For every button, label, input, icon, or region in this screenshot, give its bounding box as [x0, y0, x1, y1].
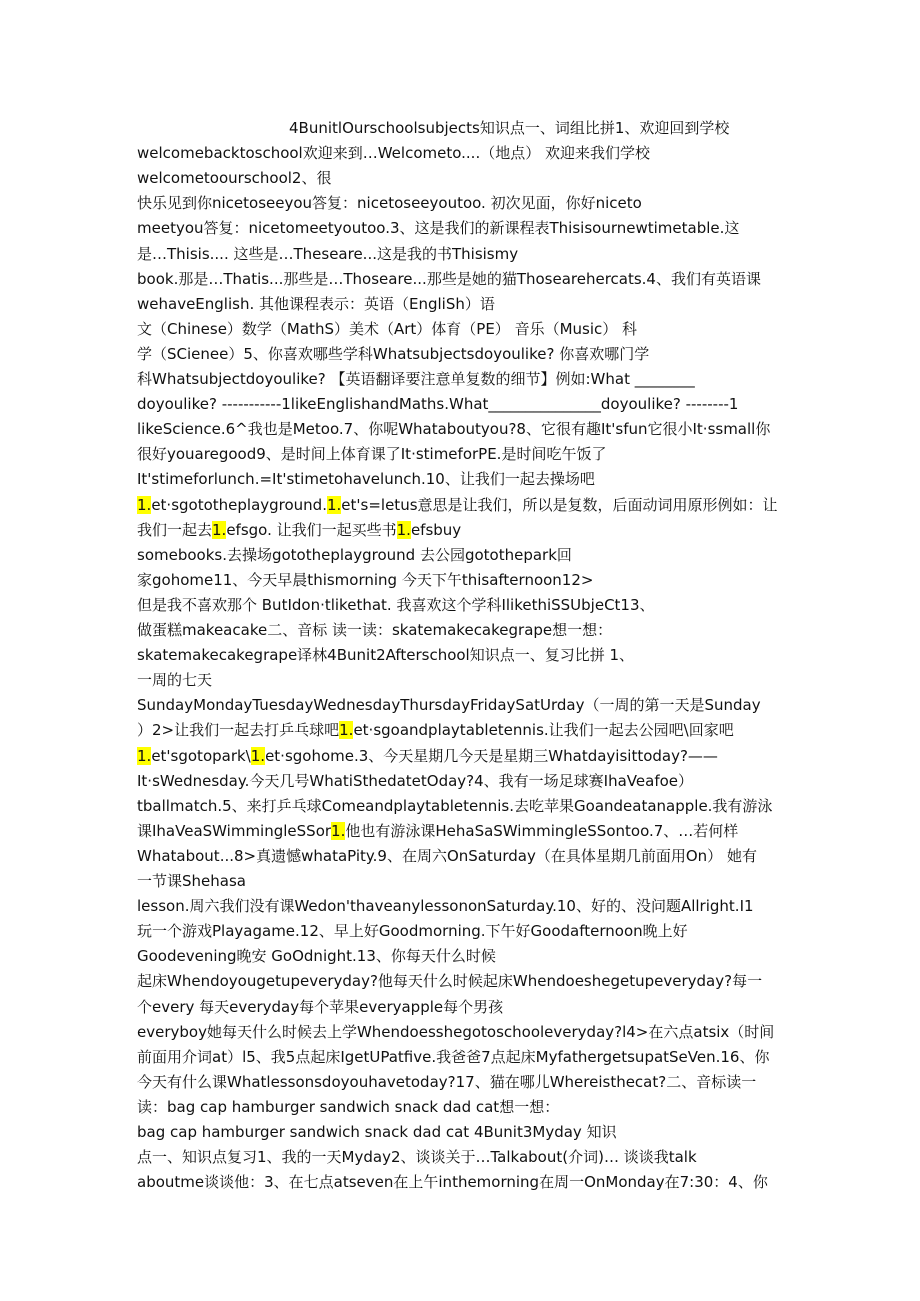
highlighted-text: 1. — [137, 746, 152, 765]
text-line — [137, 545, 572, 565]
text-segment: et'sgotopark\ — [151, 746, 251, 765]
text-line — [137, 771, 693, 791]
text-line — [137, 419, 770, 439]
highlighted-text: 1. — [212, 520, 227, 539]
text-line — [137, 1122, 617, 1142]
text-segment: et·sgohome.3、今天星期几今天是星期三Whatdayisittoday?—— — [265, 746, 718, 765]
text-segment: 学（SCienee）5、你喜欢哪些学科Whatsubjectsdoyoulike? 你喜欢哪门学 — [137, 344, 650, 363]
text-segment: 他也有游泳课HehaSaSWimmingleSSontoo.7、…若何样 — [345, 821, 739, 840]
text-line — [137, 846, 757, 866]
text-line — [137, 720, 734, 740]
text-segment: ）2>让我们一起去打乒乓球吧 — [137, 721, 340, 740]
text-line — [137, 244, 518, 264]
text-line — [137, 469, 595, 489]
text-segment: efsgo. 让我们一起买些书 — [226, 520, 397, 539]
text-segment: meetyou答复：nicetomeetyoutoo.3、这是我们的新课程表Thisisournewtimetable.这 — [137, 219, 740, 238]
text-segment: wehaveEnglish. 其他课程表示：英语（EngliSh）语 — [137, 294, 495, 313]
text-line — [137, 143, 650, 163]
text-segment: book.那是…Thatis...那些是…Thoseare...那些是她的猫Thosearehercats.4、我们有英语课 — [137, 269, 761, 288]
text-segment: It'stimeforlunch.=It'stimetohavelunch.10、让我们一起去操场吧 — [137, 470, 595, 489]
text-line — [137, 344, 649, 364]
text-segment: 快乐见到你nicetoseeyou答复：nicetoseeyoutoo. 初次见面，你好niceto — [137, 194, 642, 213]
highlighted-text: 1. — [396, 520, 411, 539]
text-line — [137, 1172, 768, 1192]
text-segment: likeScience.6^我也是Metoo.7、你呢Whataboutyou?8、它很有趣It'sfun它很小It·ssmall你 — [137, 420, 771, 439]
text-line — [137, 921, 688, 941]
text-segment: 科Whatsubjectdoyoulike? 【英语翻译要注意单复数的细节】例如:What ________ — [137, 370, 695, 388]
text-segment: 文（Chinese）数学（MathS）美术（Art）体育（PE） 音乐（Music） 科 — [137, 319, 638, 338]
text-segment: 家gohome11、今天早晨thismorning 今天下午thisafternoon12> — [137, 570, 594, 589]
text-line — [137, 896, 754, 916]
text-segment: 一周的七天 — [137, 671, 213, 690]
text-line — [137, 746, 718, 766]
text-segment: It·sWednesday.今天几号WhatiSthedatetOday?4、我有一场足球赛IhaVeafoe） — [137, 771, 694, 790]
text-segment: efsbuy — [410, 520, 462, 539]
text-segment: 读：bag cap hamburger sandwich snack dad cat想一想： — [137, 1097, 560, 1116]
text-line — [289, 118, 729, 138]
text-segment: 做蛋糕makeacake二、音标 读一读：skatemakecakegrape想一想： — [137, 621, 613, 639]
text-segment: tballmatch.5、来打乒乓球Comeandplaytabletennis.去吃苹果Goandeatanapple.我有游泳 — [137, 796, 773, 815]
text-segment: somebooks.去操场gototheplayground 去公园gotothepark回 — [137, 545, 572, 564]
text-segment: et's=letus意思是让我们，所以是复数，后面动词用原形例如：让 — [341, 495, 778, 514]
text-segment: 前面用介词at）l5、我5点起床IgetUPatfive.我爸爸7点起床MyfathergetsupatSeVen.16、你 — [137, 1047, 770, 1066]
text-segment: lesson.周六我们没有课Wedon'thaveanylessononSaturday.10、好的、没问题Allright.I1 — [137, 897, 754, 916]
text-line — [137, 1072, 756, 1092]
text-line — [137, 444, 606, 464]
text-segment: doyoulike? -----------1likeEnglishandMaths.What_______________doyoulike? --------1 — [137, 395, 739, 414]
text-segment: 个every 每天everyday每个苹果everyapple每个男孩 — [137, 997, 504, 1016]
highlighted-text: 1. — [137, 495, 152, 514]
text-line — [137, 796, 772, 816]
text-segment: et·sgoandplaytabletennis.让我们一起去公园吧\回家吧 — [353, 721, 734, 740]
text-segment: 点一、知识点复习1、我的一天Myday2、谈谈关于…Talkabout(介词)… 谈谈我talk — [137, 1148, 697, 1167]
text-line — [137, 193, 642, 213]
highlighted-text: 1. — [326, 495, 342, 514]
text-segment: 是…Thisis.... 这些是…Theseare...这是我的书Thisismy — [137, 244, 519, 263]
text-line — [137, 218, 739, 238]
highlighted-text: 1. — [331, 821, 346, 840]
text-line — [137, 997, 503, 1017]
text-line — [137, 1022, 774, 1042]
text-line — [137, 821, 738, 841]
text-segment: aboutme谈谈他：3、在七点atseven在上午inthemorning在周一OnMonday在7:30：4、你 — [137, 1173, 768, 1192]
text-segment: 起床Whendoyougetupeveryday?他每天什么时候起床Whendoeshegetupeveryday?每一 — [137, 972, 763, 991]
text-segment: bag cap hamburger sandwich snack dad cat 4Bunit3Myday 知识 — [137, 1123, 617, 1141]
text-line — [137, 269, 761, 289]
highlighted-text: 1. — [339, 721, 354, 740]
text-segment: 课IhaVeaSWimmingleSSor — [137, 821, 332, 840]
text-segment: everyboy她每天什么时候去上学Whendoesshegotoschooleveryday?l4>在六点atsix（时间 — [137, 1022, 775, 1041]
text-segment: 一节课Shehasa — [137, 872, 246, 890]
text-line — [137, 595, 655, 615]
text-line — [137, 394, 738, 414]
text-segment: 4BunitlOurschoolsubjects知识点一、词组比拼1、欢迎回到学校 — [289, 119, 730, 137]
text-segment: 今天有什么课Whatlessonsdoyouhavetoday?17、猫在哪儿Whereisthecat?二、音标读一 — [137, 1072, 757, 1091]
text-line — [137, 620, 612, 640]
text-line — [137, 570, 593, 590]
text-segment: SundayMondayTuesdayWednesdayThursdayFridaySatUrday（一周的第一天是Sunday — [137, 696, 761, 715]
text-line — [137, 946, 496, 966]
text-line — [137, 319, 637, 339]
text-line — [137, 1047, 769, 1067]
text-line — [137, 670, 212, 690]
text-line — [137, 871, 246, 891]
text-line — [137, 645, 634, 665]
text-segment: Whatabout...8>真遗憾whataPity.9、在周六OnSaturday（在具体星期几前面用On） 她有 — [137, 846, 757, 865]
highlighted-text: 1. — [250, 746, 266, 765]
text-line — [137, 1097, 559, 1117]
text-line — [137, 520, 461, 540]
text-segment: welcometoourschool2、很 — [137, 169, 332, 188]
text-line — [137, 971, 762, 991]
text-line — [137, 695, 761, 715]
text-segment: 很好youaregood9、是时间上体育课了It·stimeforPE.是时间吃午饭了 — [137, 445, 607, 464]
text-segment: 但是我不喜欢那个 ButIdon·tlikethat. 我喜欢这个学科IlikethiSSUbjeCt13、 — [137, 595, 655, 614]
text-line — [137, 1147, 697, 1167]
text-line — [137, 369, 695, 389]
text-line — [137, 495, 778, 515]
text-segment: Goodevening晚安 GoOdnight.13、你每天什么时候 — [137, 947, 496, 966]
text-segment: 玩一个游戏Playagame.12、早上好Goodmorning.下午好Goodafternoon晚上好 — [137, 922, 688, 941]
text-segment: et·sgototheplayground. — [151, 495, 327, 514]
text-segment: welcomebacktoschool欢迎来到…Welcometo....（地点） 欢迎来我们学校 — [137, 144, 650, 163]
text-line — [137, 294, 495, 314]
text-segment: 我们一起去 — [137, 520, 213, 539]
text-segment: skatemakecakegrape译林4Bunit2Afterschool知识点一、复习比拼 1、 — [137, 646, 635, 665]
text-line — [137, 168, 331, 188]
